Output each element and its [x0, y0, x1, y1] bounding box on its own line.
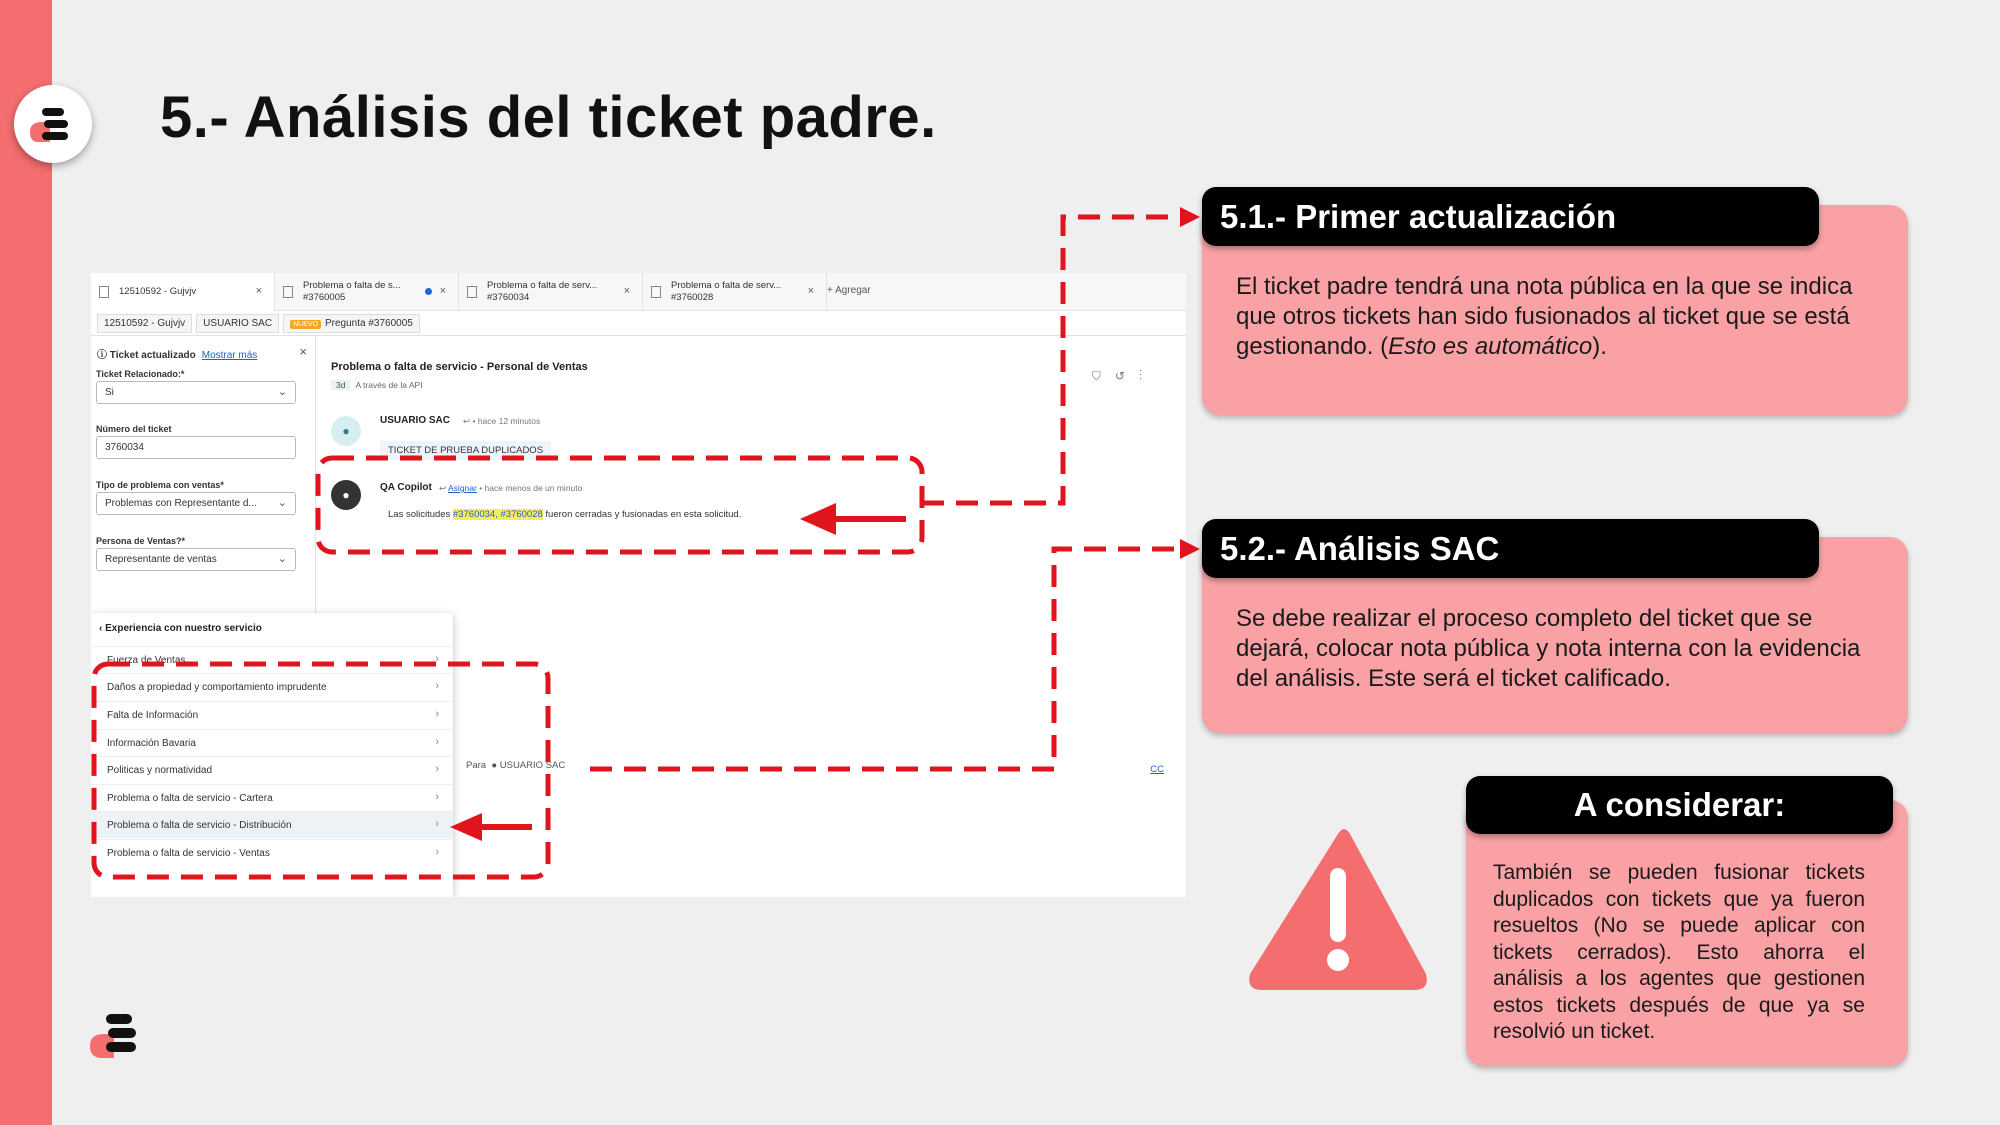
close-icon[interactable]: ×	[439, 285, 446, 297]
brand-logo-icon	[14, 85, 92, 163]
arrowhead-5-1	[1180, 207, 1200, 227]
sales-person-label: Persona de Ventas?*	[96, 536, 186, 546]
accent-sidebar	[0, 0, 52, 1125]
chevron-down-icon: ⌄	[277, 553, 287, 565]
chevron-right-icon: ›	[435, 846, 439, 858]
ticket-icon	[467, 286, 477, 298]
tab-label: 12510592 - Gujvjv	[119, 286, 197, 297]
menu-item-label: Problema o falta de servicio - Ventas	[107, 848, 270, 859]
new-badge: NUEVO	[290, 320, 321, 329]
avatar: ●	[331, 480, 361, 510]
comment-time-text: hace 12 minutos	[477, 416, 541, 426]
menu-item[interactable]	[91, 839, 453, 866]
menu-header-label: Experiencia con nuestro servicio	[105, 623, 262, 634]
comment-time-text: hace menos de un minuto	[484, 483, 583, 493]
chevron-down-icon: ⌄	[277, 497, 287, 509]
menu-item-label: Problema o falta de servicio - Distribución	[107, 820, 292, 831]
tab-label: Problema o falta de serv... #3760034	[487, 280, 598, 303]
callout-title-5-2: 5.2.- Análisis SAC	[1202, 519, 1819, 578]
cc-link[interactable]: CC	[1150, 764, 1164, 775]
info-icon: ⓘ	[97, 350, 110, 361]
callout-text-plain: El ticket padre tendrá una nota pública en la que se indica que otros tickets han sido fusionados al ticket que se está gestionando. (	[1236, 273, 1853, 360]
tab-ticket-3760005[interactable]	[275, 273, 459, 311]
tab-label: Problema o falta de s... #3760005	[303, 280, 401, 303]
brand-logo-icon	[88, 1008, 148, 1065]
filter-icon[interactable]: ⛉	[1091, 369, 1115, 383]
menu-item-label: Información Bavaria	[107, 738, 196, 749]
comment-time: ↩ • hace 12 minutos	[463, 416, 541, 426]
chevron-right-icon: ›	[435, 708, 439, 720]
chevron-right-icon: ›	[435, 680, 439, 692]
unread-dot-icon	[425, 288, 432, 295]
slide-title: 5.- Análisis del ticket padre.	[160, 85, 937, 150]
tab-bar	[91, 273, 1186, 311]
add-tab-button[interactable]: + Agregar	[827, 285, 871, 296]
callout-title-5-1: 5.1.- Primer actualización	[1202, 187, 1819, 246]
ticket-header-actions	[1092, 369, 1156, 384]
related-label: Ticket Relacionado:*	[96, 369, 185, 379]
menu-item-label: Daños a propiedad y comportamiento imprudente	[107, 682, 327, 693]
close-icon[interactable]: ×	[807, 285, 814, 297]
warning-triangle-icon	[1244, 824, 1432, 992]
menu-item[interactable]	[91, 756, 453, 783]
menu-item-distribucion[interactable]	[91, 811, 453, 838]
recipient-value: USUARIO SAC	[499, 760, 566, 771]
comment-meta: ↩ Asignar • hace menos de un minuto	[439, 483, 583, 493]
ticket-channel	[331, 380, 423, 390]
comment-text: fueron cerradas y fusionadas en esta solicitud.	[542, 509, 742, 520]
ticket-number-value: 3760034	[105, 442, 144, 453]
chevron-right-icon: ›	[435, 653, 439, 665]
sidebar-title: Ticket actualizado	[109, 350, 196, 361]
menu-item[interactable]	[91, 646, 453, 673]
tab-ticket-3760028[interactable]	[643, 273, 827, 311]
category-menu	[91, 613, 453, 897]
tab-ticket-3760034[interactable]	[459, 273, 643, 311]
callout-text-end: ).	[1592, 333, 1607, 360]
comment-author: USUARIO SAC	[380, 415, 451, 426]
related-value: Si	[105, 387, 114, 398]
sidebar-header	[97, 346, 257, 361]
breadcrumb-user[interactable]: 12510592 - Gujvjv	[97, 314, 192, 333]
problem-type-value: Problemas con Representante d...	[105, 498, 257, 509]
menu-item[interactable]	[91, 729, 453, 756]
consider-title: A considerar:	[1466, 776, 1893, 834]
close-icon[interactable]: ×	[623, 285, 630, 297]
breadcrumb-agent[interactable]: USUARIO SAC	[196, 314, 279, 333]
user-icon: ●	[491, 760, 498, 771]
chevron-left-icon: ‹	[99, 623, 106, 634]
chevron-right-icon: ›	[435, 736, 439, 748]
avatar: ●	[331, 416, 361, 446]
menu-item-label: Fuerza de Ventas	[107, 655, 186, 666]
assign-link[interactable]: Asignar	[448, 483, 477, 493]
related-select[interactable]	[96, 381, 296, 404]
comment-body	[380, 505, 749, 524]
question-label: Pregunta #3760005	[324, 317, 413, 329]
chevron-down-icon: ⌄	[277, 386, 287, 398]
ticket-icon	[283, 286, 293, 298]
sales-person-value: Representante de ventas	[105, 554, 217, 565]
tab-user[interactable]	[91, 273, 275, 311]
more-icon[interactable]: ⋮	[1138, 369, 1156, 383]
sales-person-select[interactable]	[96, 548, 296, 571]
callout-text-italic: Esto es automático	[1388, 333, 1593, 360]
menu-item-label: Problema o falta de servicio - Cartera	[107, 793, 273, 804]
menu-header[interactable]	[99, 623, 262, 634]
breadcrumb-question[interactable]	[283, 314, 420, 333]
merged-tickets-highlight[interactable]: #3760034, #3760028	[452, 509, 543, 520]
ticket-icon	[651, 286, 661, 298]
comment-text: Las solicitudes	[388, 509, 453, 520]
problem-type-label: Tipo de problema con ventas*	[96, 480, 224, 490]
channel-label: A través de la API	[355, 380, 423, 390]
ticket-screenshot	[91, 273, 1186, 897]
close-icon[interactable]: ×	[299, 344, 307, 359]
menu-item-label: Politicas y normatividad	[107, 765, 213, 776]
ticket-title: Problema o falta de servicio - Personal de Ventas	[331, 361, 588, 373]
menu-item[interactable]	[91, 784, 453, 811]
ticket-number-label: Número del ticket	[96, 424, 172, 434]
chevron-right-icon: ›	[435, 791, 439, 803]
tab-label: Problema o falta de serv... #3760028	[671, 280, 782, 303]
comment-author: QA Copilot	[380, 482, 432, 493]
close-icon[interactable]: ×	[255, 285, 262, 297]
ticket-number-input[interactable]	[96, 436, 296, 459]
recipient-field[interactable]	[466, 760, 565, 771]
callout-text-5-2: Se debe realizar el proceso completo del ticket que se dejará, colocar nota pública y nota interna con la evidencia del análisis. Este será el ticket calificado.	[1236, 605, 1861, 692]
show-more-link[interactable]: Mostrar más	[201, 350, 258, 361]
problem-type-select[interactable]	[96, 492, 296, 515]
consider-text: También se pueden fusionar tickets duplicados con tickets que ya fueron resueltos (No se puede aplicar con tickets cerrados). Esto ahorra el análisis a los agentes que gestionen estos tickets después de que ya se resolvió un ticket.	[1493, 861, 1865, 1043]
chevron-right-icon: ›	[435, 763, 439, 775]
document-icon	[99, 286, 109, 298]
menu-item-label: Falta de Información	[107, 710, 199, 721]
channel-pill: 3d	[331, 380, 350, 390]
callout-text-5-1	[1236, 272, 1876, 362]
history-icon[interactable]: ↺	[1114, 369, 1139, 383]
breadcrumb	[91, 311, 1186, 336]
menu-item[interactable]	[91, 673, 453, 700]
comment-body: TICKET DE PRUEBA DUPLICADOS	[380, 441, 551, 460]
menu-item[interactable]	[91, 701, 453, 728]
chevron-right-icon: ›	[435, 818, 439, 830]
to-label: Para	[466, 760, 487, 771]
